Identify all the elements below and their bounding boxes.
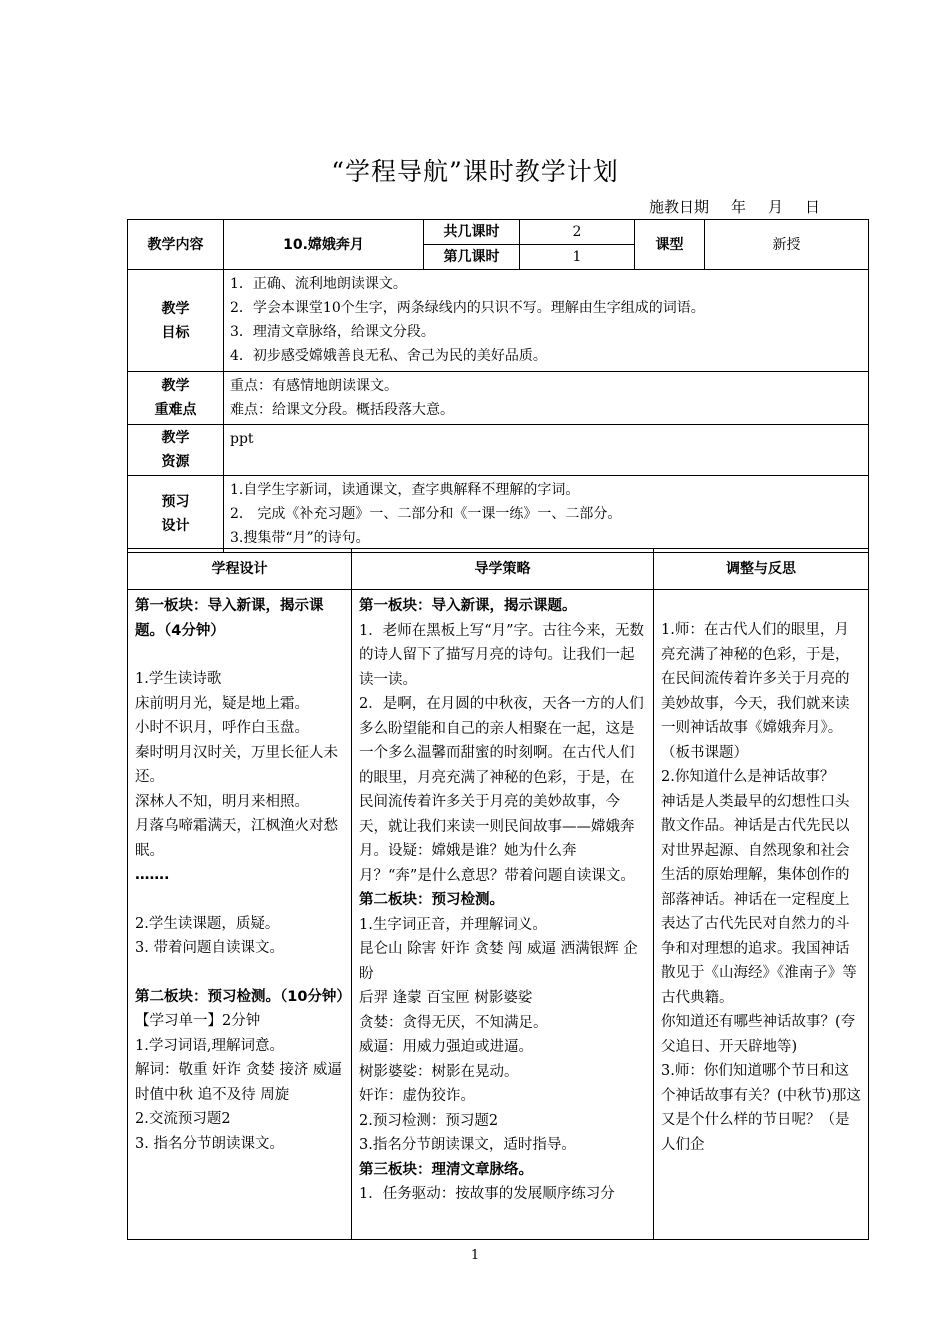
column-header-strategy: 导学策略 bbox=[352, 549, 654, 590]
section-heading: ……. bbox=[135, 867, 170, 883]
paragraph: 【学习单一】2分钟 bbox=[135, 1013, 261, 1029]
paragraph: 2.交流预习题2 bbox=[135, 1111, 231, 1127]
paragraph: 解词：敬重 奸诈 贪婪 接济 威逼 时值中秋 追不及待 周旋 bbox=[135, 1062, 342, 1103]
keypoint-item: 重点：有感情地朗读课文。 bbox=[230, 378, 398, 394]
paragraph: 1.师：在古代人们的眼里，月亮充满了神秘的色彩，于是，在民间流传着许多关于月亮的美妙故事，今天，我们就来读一则神话故事《嫦娥奔月》。（板书课题） bbox=[661, 622, 850, 761]
section-heading: 第三板块：理清文章脉络。 bbox=[359, 1161, 533, 1178]
blank-line bbox=[661, 594, 861, 618]
preview-list bbox=[224, 476, 869, 553]
paragraph: 威逼：用威力强迫或进逼。 bbox=[359, 1039, 533, 1055]
goal-item: 4．初步感受嫦娥善良无私、舍己为民的美好品质。 bbox=[230, 348, 547, 364]
period-number-label: 第几课时 bbox=[424, 245, 520, 270]
paragraph: 2.学生读课题，质疑。 bbox=[135, 915, 280, 932]
paragraph: 1.生字词正音，并理解词义。 bbox=[359, 916, 547, 933]
content-value: 10.嫦娥奔月 bbox=[224, 220, 424, 270]
paragraph: 1.学习词语,理解词意。 bbox=[135, 1037, 284, 1054]
paragraph: 昆仑山 除害 奸诈 贪婪 闯 威逼 洒满银辉 企盼 bbox=[359, 941, 638, 982]
paragraph: 贪婪：贪得无厌，不知满足。 bbox=[359, 1014, 548, 1031]
goals-label: 教学 目标 bbox=[128, 270, 224, 372]
blank-line bbox=[135, 961, 344, 985]
date-month: 月 bbox=[768, 198, 784, 216]
preview-item: 1.自学生字新词，读通课文，查字典解释不理解的字词。 bbox=[230, 482, 580, 498]
paragraph: 3. 指名分节朗读课文。 bbox=[135, 1135, 284, 1152]
section-heading: 第一板块：导入新课，揭示课题。（4分钟） bbox=[135, 598, 324, 639]
content-label: 教学内容 bbox=[128, 220, 224, 270]
keypoints-label: 教学 重难点 bbox=[128, 372, 224, 425]
guidance-strategy-column bbox=[352, 590, 654, 1240]
paragraph: 你知道还有哪些神话故事？(夸父追日、开天辟地等) bbox=[661, 1014, 856, 1055]
paragraph: 深林人不知，明月来相照。 bbox=[135, 793, 309, 810]
paragraph: 后羿 逢蒙 百宝匣 树影婆娑 bbox=[359, 990, 533, 1006]
paragraph: 3. 带着问题自读课文。 bbox=[135, 940, 284, 956]
column-header-design: 学程设计 bbox=[128, 549, 352, 590]
total-periods-value: 2 bbox=[520, 220, 635, 245]
lesson-process-table bbox=[127, 548, 869, 1240]
goal-item: 3．理清文章脉络，给课文分段。 bbox=[230, 324, 435, 340]
paragraph: 3.指名分节朗读课文，适时指导。 bbox=[359, 1137, 576, 1153]
paragraph: 奸诈：虚伪狡诈。 bbox=[359, 1088, 475, 1104]
blank-line bbox=[135, 888, 344, 912]
keypoints-list bbox=[224, 372, 869, 425]
section-heading: 第二板块：预习检测。 bbox=[359, 892, 504, 908]
date-day: 日 bbox=[805, 198, 821, 216]
preview-item: 3.搜集带“月”的诗句。 bbox=[230, 530, 370, 546]
resources-value: ppt bbox=[224, 425, 869, 476]
paragraph: 2.预习检测：预习题2 bbox=[359, 1112, 499, 1129]
section-heading: 第一板块：导入新课，揭示课题。 bbox=[359, 598, 577, 614]
page-number: 1 bbox=[470, 1248, 480, 1263]
blank-line bbox=[135, 643, 344, 667]
lesson-type-label: 课型 bbox=[635, 220, 705, 270]
resources-label: 教学 资源 bbox=[128, 425, 224, 476]
goal-item: 1．正确、流利地朗读课文。 bbox=[230, 276, 407, 292]
paragraph: 树影婆娑：树影在晃动。 bbox=[359, 1063, 519, 1080]
column-header-reflection: 调整与反思 bbox=[654, 549, 869, 590]
paragraph: 床前明月光，疑是地上霜。 bbox=[135, 695, 309, 712]
lesson-type-value: 新授 bbox=[705, 220, 869, 270]
total-periods-label: 共几课时 bbox=[424, 220, 520, 245]
paragraph: 1.学生读诗歌 bbox=[135, 671, 222, 687]
paragraph: 小时不识月，呼作白玉盘。 bbox=[135, 720, 309, 736]
learning-design-column bbox=[128, 590, 352, 1240]
paragraph: 3.师：你们知道哪个节日和这个神话故事有关？(中秋节)那这又是个什么样的节日呢？（是人们企 bbox=[661, 1063, 861, 1153]
date-year: 年 bbox=[731, 198, 747, 216]
paragraph: 2．是啊，在月圆的中秋夜，天各一方的人们多么盼望能和自己的亲人相聚在一起，这是一个多么温馨而甜蜜的时刻啊。在古代人们的眼里，月亮充满了神秘的色彩，于是，在民间流传着许多关于月亮的美妙故事，今天，就让我们来读一则民间故事——嫦娥奔月。设疑：嫦娥是谁？她为什么奔月？“奔”是什么意思？带着问题自读课文。 bbox=[359, 696, 644, 884]
section-heading: 第二板块：预习检测。（10分钟） bbox=[135, 988, 351, 1005]
preview-item: 2． 完成《补充习题》一、二部分和《一课一练》一、二部分。 bbox=[230, 506, 622, 522]
paragraph: 秦时明月汉时关，万里长征人未还。 bbox=[135, 744, 338, 785]
lesson-info-table bbox=[127, 219, 869, 553]
preview-label: 预习 设计 bbox=[128, 476, 224, 553]
goal-item: 2．学会本课堂10个生字，两条绿线内的只识不写。理解由生字组成的词语。 bbox=[230, 300, 705, 316]
paragraph: 2.你知道什么是神话故事？ bbox=[661, 769, 835, 785]
date-line bbox=[649, 196, 820, 217]
paragraph: 神话是人类最早的幻想性口头散文作品。神话是古代先民以对世界起源、自然现象和社会生活的原始理解，集体创作的部落神话。神话在一定程度上表达了古代先民对自然力的斗争和对理想的追求。我国神话散见于《山海经》《淮南子》等古代典籍。 bbox=[661, 793, 857, 1006]
paragraph: 1．任务驱动：按故事的发展顺序练习分 bbox=[359, 1186, 615, 1202]
period-number-value: 1 bbox=[520, 245, 635, 270]
paragraph: 月落乌啼霜满天，江枫渔火对愁眠。 bbox=[135, 818, 338, 859]
goals-list bbox=[224, 270, 869, 372]
adjustment-reflection-column bbox=[654, 590, 869, 1240]
date-label: 施教日期 bbox=[649, 198, 710, 216]
page-title: “学程导航”课时教学计划 bbox=[331, 157, 619, 186]
keypoint-item: 难点：给课文分段。概括段落大意。 bbox=[230, 402, 454, 418]
paragraph: 1．老师在黑板上写“月”字。古往今来，无数的诗人留下了描写月亮的诗句。让我们一起读一读。 bbox=[359, 622, 645, 688]
